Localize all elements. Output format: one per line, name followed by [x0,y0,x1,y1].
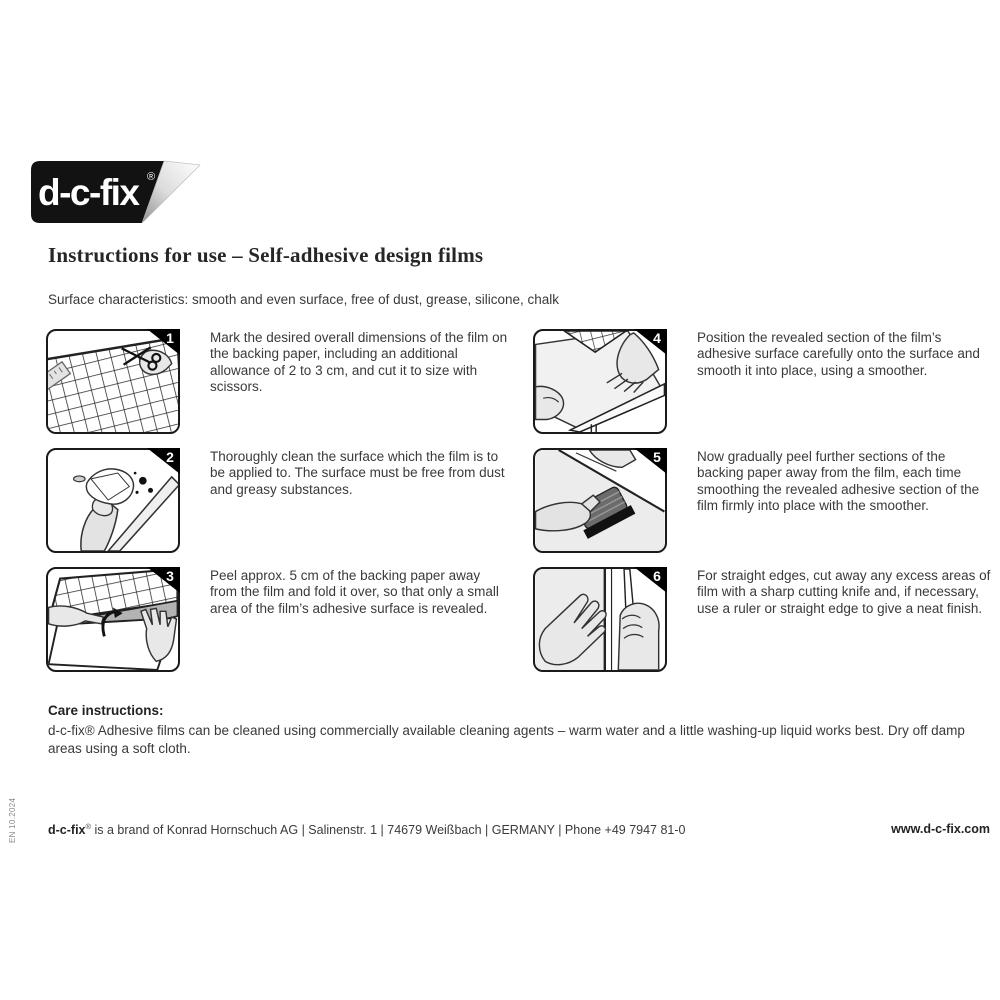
surface-characteristics-note: Surface characteristics: smooth and even surface, free of dust, grease, silicone, chalk [48,292,560,307]
svg-text:3: 3 [166,568,174,584]
step-4-number-badge [631,329,667,358]
company-info-line [48,822,686,837]
step-4 [533,329,996,448]
step-2 [46,448,533,567]
step-4-illustration [533,329,667,434]
step-5 [533,448,996,567]
step-6 [533,567,996,686]
svg-text:1: 1 [166,330,174,346]
step-6-number-badge [631,567,667,596]
logo-wordmark: d-c-fix [38,172,139,213]
logo-registered-mark: ® [147,171,156,183]
step-4-text: Position the revealed section of the film’s adhesive surface carefully onto the surface and smooth it into place, using a smoother. [697,330,980,378]
step-5-text: Now gradually peel further sections of the backing paper away from the film, each time smoothing the revealed adhesive section of the film firmly into place with the smoother. [697,449,980,514]
step-6-illustration [533,567,667,672]
care-instructions-heading: Care instructions: [48,703,164,718]
step-6-text: For straight edges, cut away any excess areas of film with a sharp cutting knife and, if necessary, use a ruler or straight edge to give a neat finish. [697,568,991,616]
svg-text:6: 6 [653,568,661,584]
step-2-number-badge [144,448,180,477]
step-1 [46,329,533,448]
page-title: Instructions for use – Self-adhesive design films [48,243,484,267]
step-1-text: Mark the desired overall dimensions of the film on the backing paper, including an additional allowance of 2 to 3 cm, and cut it to size with scissors. [210,330,508,395]
svg-text:2: 2 [166,449,174,465]
website-url: www.d-c-fix.com [891,822,990,836]
footer-registered-mark: ® [85,822,92,831]
instruction-steps [46,329,996,686]
care-instructions-body: d-c-fix® Adhesive films can be cleaned using commercially available cleaning agents – warm water and a little washing-up liquid works best. Dry off damp areas using a soft cloth. [48,723,965,756]
step-3-text: Peel approx. 5 cm of the backing paper away from the film and fold it over, so that only a small area of the film’s adhesive surface is revealed. [210,568,499,616]
footer-brand: d-c-fix [48,823,86,838]
svg-text:5: 5 [653,449,661,465]
step-2-illustration [46,448,180,553]
step-3 [46,567,533,686]
step-1-illustration [46,329,180,434]
step-5-illustration [533,448,667,553]
step-1-number-badge [144,329,180,358]
step-3-illustration [46,567,180,672]
dcfix-logo [30,160,202,224]
footer-company-text: is a brand of Konrad Hornschuch AG | Salinenstr. 1 | 74679 Weißbach | GERMANY | Phone +49 7947 81-0 [91,823,686,838]
edition-code: EN 10.2024 [8,797,17,843]
step-2-text: Thoroughly clean the surface which the film is to be applied to. The surface must be free from dust and greasy substances. [210,449,505,497]
step-3-number-badge [144,567,180,596]
step-5-number-badge [631,448,667,477]
svg-text:4: 4 [653,330,661,346]
